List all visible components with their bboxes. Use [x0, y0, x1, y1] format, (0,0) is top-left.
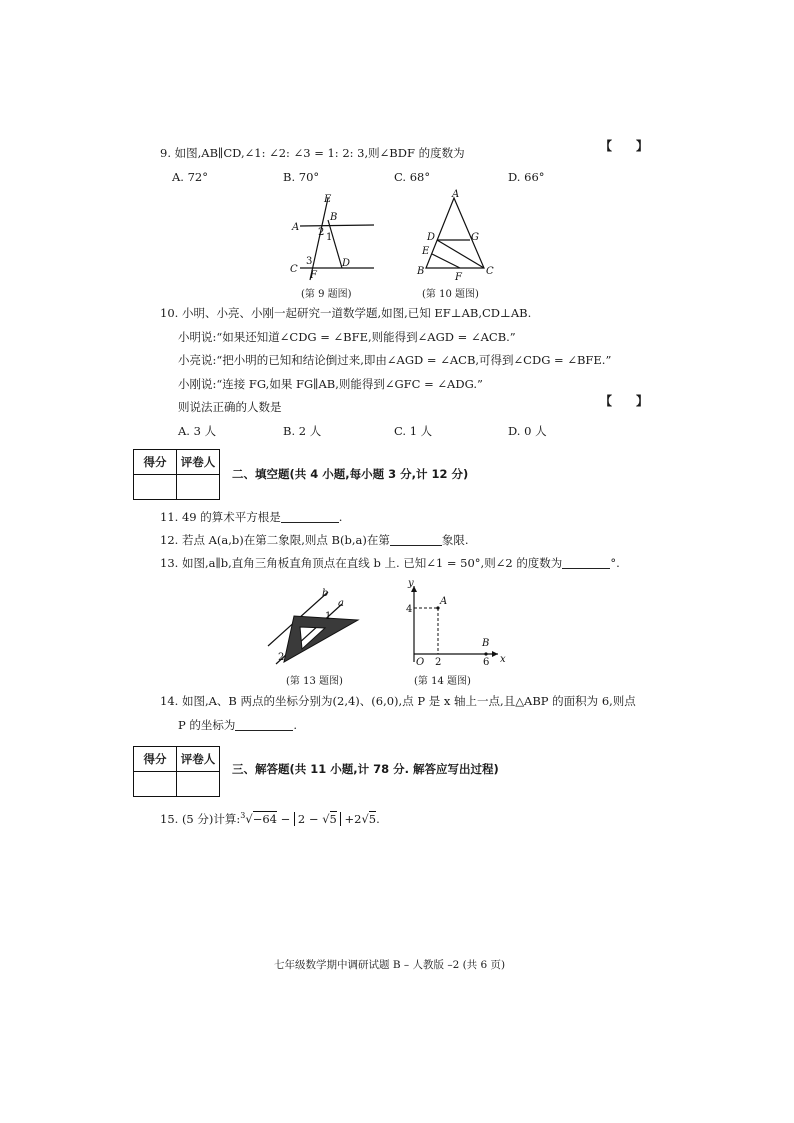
figure-10: [414, 188, 494, 286]
fig9-label-b: B: [330, 212, 338, 223]
radical-sign-icon: √: [361, 811, 369, 826]
fig10-label-a: A: [452, 189, 460, 200]
section3-grader-cell[interactable]: [177, 772, 220, 797]
q13-text: 13. 如图,a∥b,直角三角板直角顶点在直线 b 上. 已知∠1 = 50°,则∠2 的度数为: [160, 556, 563, 570]
fig14-caption: (第 14 题图): [414, 676, 471, 687]
q10-xiaogang-statement: 小刚说:“连接 FG,如果 FG∥AB,则能得到∠GFC = ∠ADG.”: [178, 377, 483, 391]
q10-stem: 10. 小明、小亮、小刚一起研究一道数学题,如图,已知 EF⊥AB,CD⊥AB.: [160, 306, 532, 320]
q15-tail-radicand: 5: [368, 811, 377, 826]
section3-score-label: 得分: [134, 747, 177, 772]
q15-prefix: 15. (5 分)计算:: [160, 811, 241, 826]
section2-grader-cell[interactable]: [177, 475, 220, 500]
q10-ask: 则说法正确的人数是: [178, 400, 282, 414]
q11-answer-blank[interactable]: [281, 510, 339, 523]
section2-title: 二、填空题(共 4 小题,每小题 3 分,计 12 分): [232, 467, 469, 481]
q10-xiaoming-statement: 小明说:“如果还知道∠CDG = ∠BFE,则能得到∠AGD = ∠ACB.”: [178, 330, 516, 344]
fig14-label-b: B: [482, 638, 490, 649]
q15-cube-root-index: 3: [240, 811, 246, 820]
fig9-label-angle-3: 3: [306, 256, 313, 267]
q12: [160, 532, 469, 548]
q14-line-2: [178, 717, 297, 733]
q10-option-a: A. 3 人: [178, 424, 217, 438]
section2-score-table: [133, 449, 220, 500]
q15-tail: +2: [340, 811, 362, 826]
q14-end: .: [293, 718, 298, 732]
fig10-label-d: D: [427, 232, 436, 243]
section2-score-label: 得分: [134, 450, 177, 475]
q13-answer-blank[interactable]: [562, 556, 610, 569]
q9-option-d: D. 66°: [508, 170, 545, 184]
q10-option-c: C. 1 人: [394, 424, 433, 438]
figure-14: [398, 574, 508, 672]
section3-score-cell[interactable]: [134, 772, 177, 797]
fig9-label-a: A: [292, 222, 300, 233]
q13-end: °.: [610, 556, 620, 570]
figure-13: [262, 584, 366, 670]
q10-xiaoliang-statement: 小亮说:“把小明的已知和结论倒过来,即由∠AGD = ∠ACB,可得到∠CDG = ∠BFE.”: [178, 353, 612, 367]
q10-option-b: B. 2 人: [283, 424, 322, 438]
fig9-caption: (第 9 题图): [301, 289, 352, 300]
section2-grader-label: 评卷人: [177, 450, 220, 475]
fig13-label-a: a: [338, 598, 344, 609]
fig13-label-angle-2: 2: [278, 652, 285, 663]
q14-text: P 的坐标为: [178, 718, 236, 732]
page-footer: 七年级数学期中调研试题 B – 人教版 –2 (共 6 页): [274, 959, 506, 971]
q9-answer-bracket: 【 】: [600, 139, 649, 153]
q12-answer-blank[interactable]: [390, 533, 442, 546]
q11-text: 11. 49 的算术平方根是: [160, 510, 281, 524]
q14-line-1: 14. 如图,A、B 两点的坐标分别为(2,4)、(6,0),点 P 是 x 轴上一点,且△ABP 的面积为 6,则点: [160, 694, 636, 708]
q14-answer-blank[interactable]: [235, 718, 293, 731]
fig10-label-b: B: [417, 266, 425, 277]
q9-option-b: B. 70°: [283, 170, 320, 184]
fig13-label-angle-1: 1: [325, 611, 332, 622]
q10-option-d: D. 0 人: [508, 424, 547, 438]
fig14-tick-2: 2: [435, 657, 442, 668]
q11-end: .: [338, 510, 343, 524]
fig9-label-angle-2: 2: [318, 227, 325, 238]
q11: [160, 509, 342, 525]
q9-option-c: C. 68°: [394, 170, 431, 184]
q15-minus: −: [276, 811, 294, 826]
q12-end: 象限.: [441, 533, 469, 547]
radical-sign-icon: √: [245, 811, 253, 826]
q12-text: 12. 若点 A(a,b)在第二象限,则点 B(b,a)在第: [160, 533, 390, 547]
fig9-label-d: D: [342, 258, 351, 269]
fig9-label-e: E: [324, 194, 332, 205]
fig13-caption: (第 13 题图): [286, 676, 343, 687]
section3-score-table: [133, 746, 220, 797]
fig14-label-x: x: [500, 654, 506, 665]
fig13-label-b: b: [322, 588, 329, 599]
fig10-label-e: E: [422, 246, 430, 257]
q10-answer-bracket: 【 】: [600, 394, 649, 408]
q15-abs-content: 2 −: [297, 811, 323, 826]
figure-9: [282, 190, 382, 286]
fig10-label-c: C: [486, 266, 494, 277]
q15-abs-radicand: 5: [329, 811, 337, 826]
fig9-label-f: F: [310, 270, 317, 281]
fig14-tick-4: 4: [406, 604, 413, 615]
section3-title: 三、解答题(共 11 小题,计 78 分. 解答应写出过程): [232, 762, 499, 776]
q15-absolute-value: [294, 812, 341, 826]
q13: [160, 555, 620, 571]
fig10-caption: (第 10 题图): [422, 289, 479, 300]
q15-end: .: [376, 811, 380, 826]
fig9-label-angle-1: 1: [326, 232, 333, 243]
radical-sign-icon: √: [322, 811, 330, 826]
fig14-label-y: y: [408, 578, 414, 589]
section3-grader-label: 评卷人: [177, 747, 220, 772]
fig14-tick-6: 6: [483, 657, 490, 668]
fig14-label-a: A: [440, 596, 448, 607]
fig9-label-c: C: [290, 264, 298, 275]
section2-score-cell[interactable]: [134, 475, 177, 500]
q9-stem: 9. 如图,AB∥CD,∠1: ∠2: ∠3 = 1: 2: 3,则∠BDF 的度数为: [160, 146, 465, 160]
fig14-label-origin: O: [416, 657, 425, 668]
q15: [160, 808, 380, 827]
fig10-label-g: G: [471, 232, 479, 243]
q9-option-a: A. 72°: [172, 170, 208, 184]
fig10-label-f: F: [455, 272, 462, 283]
q15-cube-radicand: −64: [252, 811, 277, 826]
